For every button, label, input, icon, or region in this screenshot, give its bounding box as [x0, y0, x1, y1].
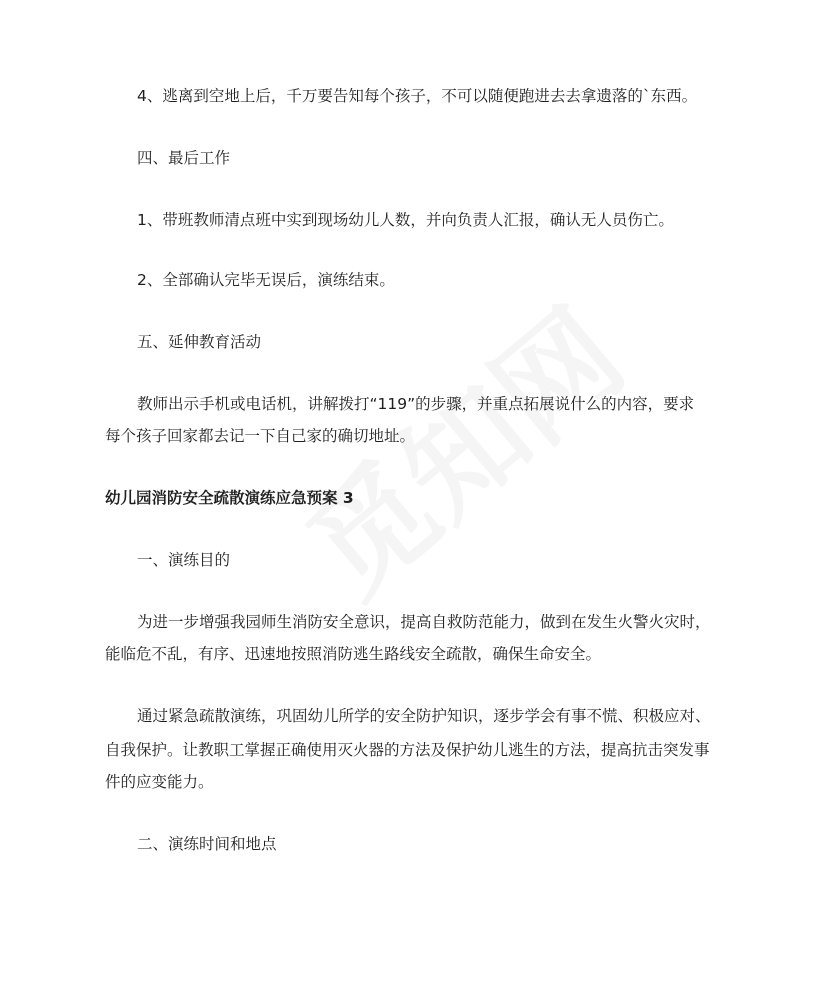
section-heading: 二、演练时间和地点 [137, 835, 277, 853]
section-heading: 五、延伸教育活动 [137, 333, 262, 351]
paragraph-line: 自我保护。让教职工掌握正确使用灭火器的方法及保护幼儿逃生的方法，提高抗击突发事 [105, 741, 710, 759]
paragraph-line: 通过紧急疏散演练，巩固幼儿所学的安全防护知识，逐步学会有事不慌、积极应对、 [137, 707, 711, 725]
paragraph-line: 4、逃离到空地上后，千万要告知每个孩子，不可以随便跑进去去拿遗落的`东西。 [137, 87, 698, 105]
paragraph-line: 教师出示手机或电话机，讲解拨打“119”的步骤，并重点拓展说什么的内容，要求 [137, 395, 695, 413]
watermark [267, 264, 653, 627]
paragraph-line: 为进一步增强我园师生消防安全意识，提高自救防范能力，做到在发生火警火灾时， [137, 613, 711, 631]
section-heading: 四、最后工作 [137, 149, 231, 167]
paragraph-line: 1、带班教师清点班中实到现场幼儿人数，并向负责人汇报，确认无人员伤亡。 [137, 211, 674, 229]
paragraph-line: 每个孩子回家都去记一下自己家的确切地址。 [105, 427, 416, 445]
paragraph-line: 能临危不乱，有序、迅速地按照消防逃生路线安全疏散，确保生命安全。 [105, 645, 602, 663]
document-title: 幼儿园消防安全疏散演练应急预案 3 [105, 489, 354, 507]
paragraph-line: 2、全部确认完毕无误后，演练结束。 [137, 271, 395, 289]
paragraph-line: 件的应变能力。 [105, 773, 214, 791]
section-heading: 一、演练目的 [137, 551, 231, 569]
